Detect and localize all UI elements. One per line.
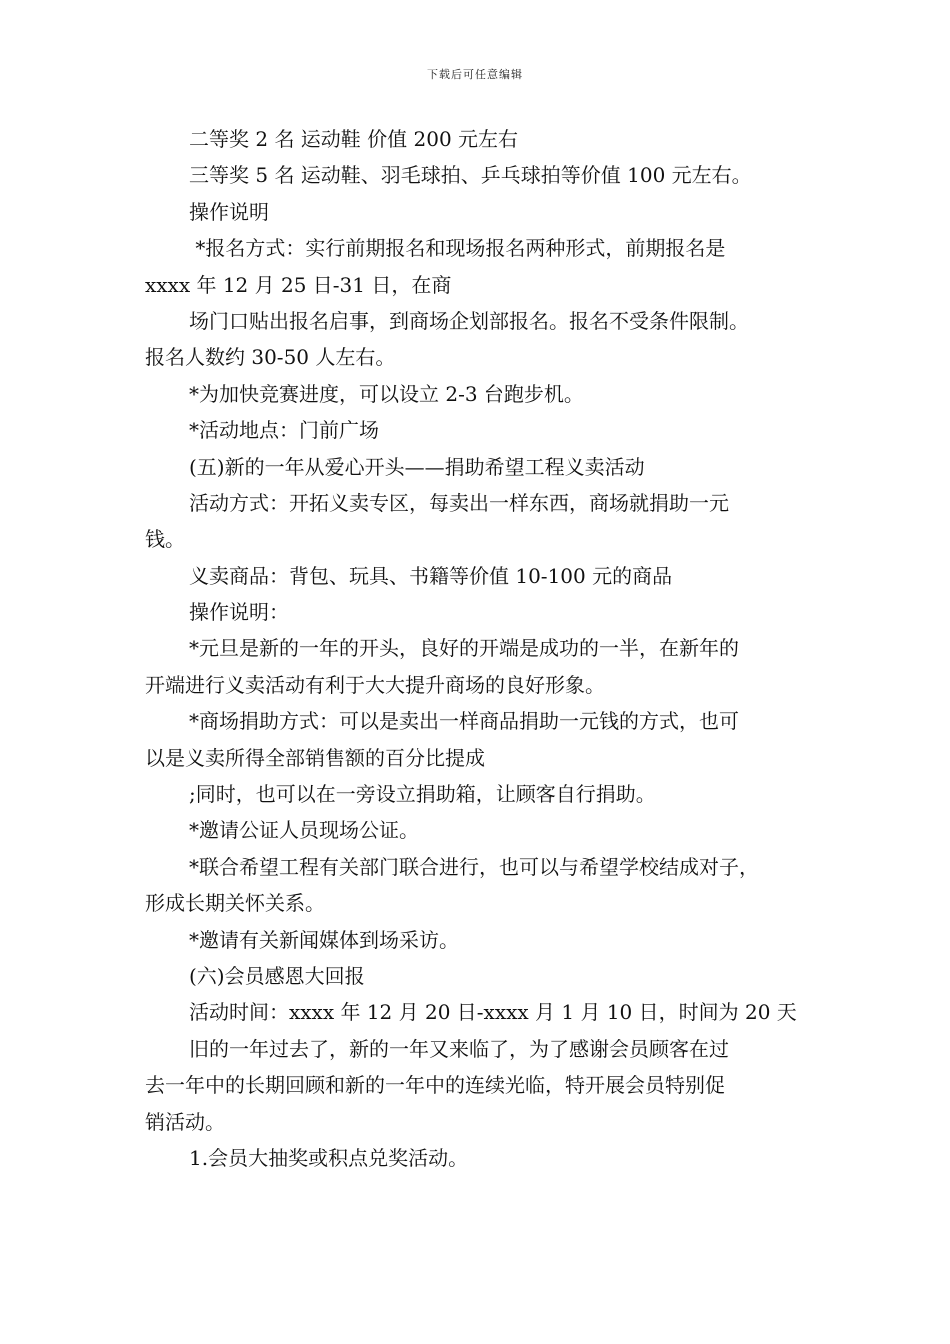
- paragraph-line: 二等奖 2 名 运动鞋 价值 200 元左右: [189, 127, 519, 151]
- paragraph-line: xxxx 年 12 月 25 日-31 日，在商: [145, 272, 452, 297]
- section-heading: (五)新的一年从爱心开头——捐助希望工程义卖活动: [189, 454, 645, 479]
- paragraph-line: 去一年中的长期回顾和新的一年中的连续光临，特开展会员特别促: [145, 1073, 725, 1098]
- paragraph-line: 销活动。: [145, 1109, 225, 1134]
- paragraph-line: 活动方式：开拓义卖专区，每卖出一样东西，商场就捐助一元: [189, 490, 729, 515]
- paragraph-line: 形成长期关怀关系。: [145, 891, 325, 916]
- section-heading: (六)会员感恩大回报: [189, 963, 365, 988]
- paragraph-line: *报名方式：实行前期报名和现场报名两种形式，前期报名是: [189, 236, 726, 261]
- paragraph-line: *元旦是新的一年的开头，良好的开端是成功的一半，在新年的: [189, 636, 739, 661]
- paragraph-line: 报名人数约 30-50 人左右。: [145, 345, 396, 370]
- paragraph-line: *邀请公证人员现场公证。: [189, 818, 419, 843]
- paragraph-line: 三等奖 5 名 运动鞋、羽毛球拍、乒乓球拍等价值 100 元左右。: [189, 163, 752, 188]
- paragraph-line: 旧的一年过去了，新的一年又来临了，为了感谢会员顾客在过: [189, 1036, 729, 1061]
- paragraph-line: ;同时，也可以在一旁设立捐助箱，让顾客自行捐助。: [189, 782, 656, 807]
- paragraph-line: 开端进行义卖活动有利于大大提升商场的良好形象。: [145, 672, 605, 697]
- page-header-note: 下载后可任意编辑: [427, 68, 523, 81]
- document-body: [145, 121, 810, 1176]
- paragraph-line: 操作说明: [189, 199, 269, 224]
- paragraph-line: 操作说明：: [189, 600, 289, 625]
- paragraph-line: 活动时间：xxxx 年 12 月 20 日-xxxx 月 1 月 10 日，时间为 20 天: [189, 1000, 797, 1025]
- paragraph-line: *为加快竞赛进度，可以设立 2-3 台跑步机。: [189, 381, 584, 406]
- paragraph-line: *联合希望工程有关部门联合进行，也可以与希望学校结成对子，: [189, 854, 759, 879]
- paragraph-line: *邀请有关新闻媒体到场采访。: [189, 927, 459, 952]
- paragraph-line: 钱。: [145, 527, 185, 552]
- paragraph-line: 1.会员大抽奖或积点兑奖活动。: [189, 1145, 469, 1170]
- paragraph-line: *活动地点：门前广场: [189, 418, 379, 443]
- paragraph-line: 以是义卖所得全部销售额的百分比提成: [145, 745, 485, 770]
- paragraph-line: 场门口贴出报名启事，到商场企划部报名。报名不受条件限制。: [189, 308, 749, 333]
- paragraph-line: *商场捐助方式：可以是卖出一样商品捐助一元钱的方式，也可: [189, 709, 739, 734]
- paragraph-line: 义卖商品：背包、玩具、书籍等价值 10-100 元的商品: [189, 563, 673, 588]
